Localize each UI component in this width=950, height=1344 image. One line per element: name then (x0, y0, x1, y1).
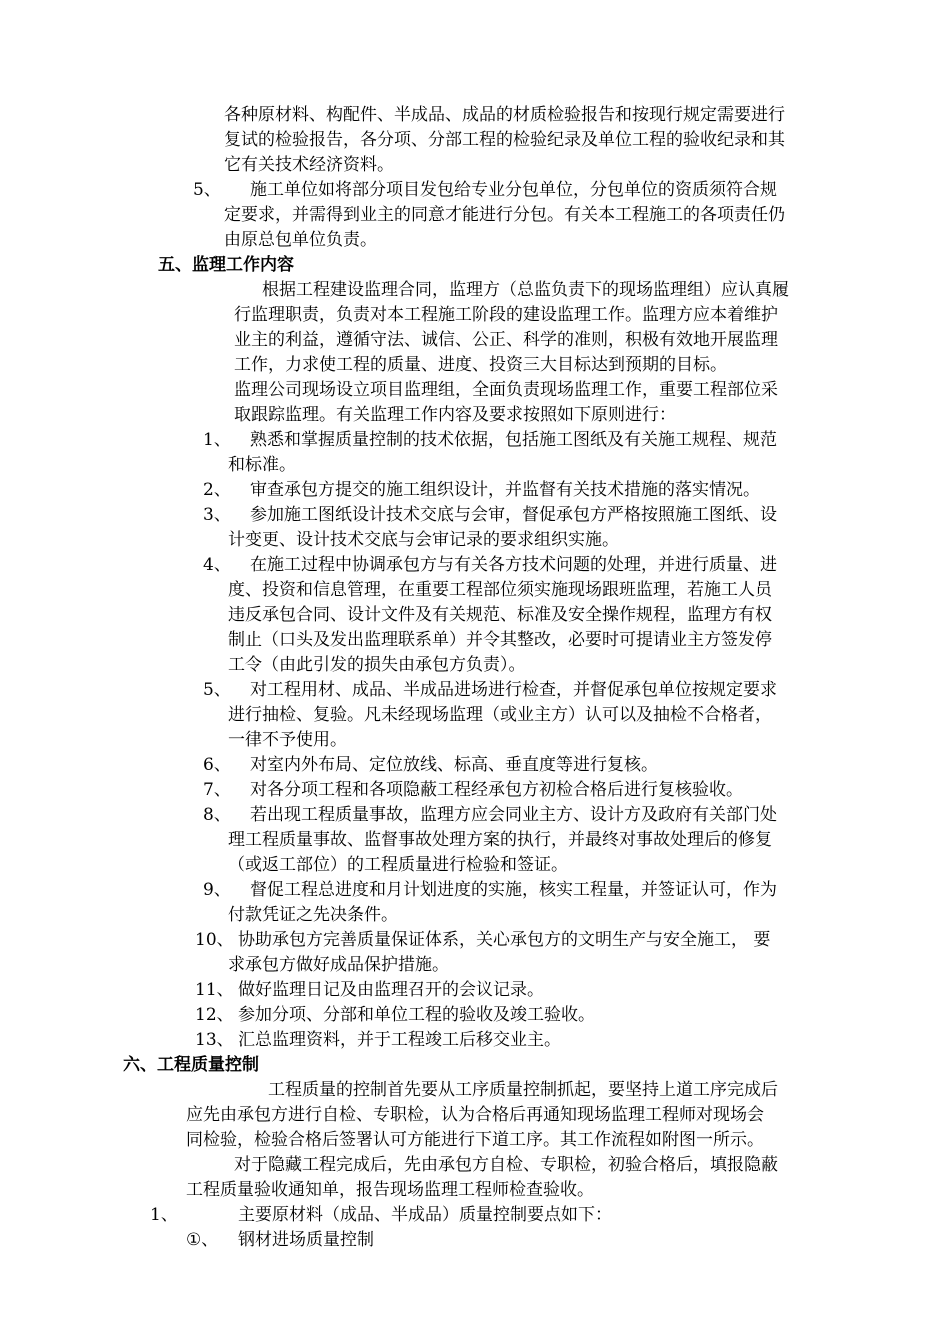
item-number: 13、 (195, 1030, 234, 1050)
paragraph-line: 各种原材料、构配件、半成品、成品的材质检验报告和按现行规定需要进行 (224, 105, 785, 125)
paragraph-line: 行监理职责，负责对本工程施工阶段的建设监理工作。监理方应本着维护 (234, 305, 778, 325)
paragraph-line: 工程质量的控制首先要从工序质量控制抓起，要坚持上道工序完成后 (268, 1080, 778, 1100)
item-line: 付款凭证之先决条件。 (228, 905, 398, 925)
item-line: 和标准。 (228, 455, 296, 475)
paragraph-line: 对于隐藏工程完成后，先由承包方自检、专职检，初验合格后，填报隐蔽 (234, 1155, 778, 1175)
item-line: （或返工部位）的工程质量进行检验和签证。 (228, 855, 568, 875)
item-line: 审查承包方提交的施工组织设计，并监督有关技术措施的落实情况。 (250, 480, 760, 500)
paragraph-line: 复试的检验报告，各分项、分部工程的检验纪录及单位工程的验收纪录和其 (224, 130, 785, 150)
item-line: 熟悉和掌握质量控制的技术依据，包括施工图纸及有关施工规程、规范 (250, 430, 777, 450)
subitem-text: 钢材进场质量控制 (238, 1230, 374, 1250)
item-line: 理工程质量事故、监督事故处理方案的执行，并最终对事故处理后的修复 (228, 830, 772, 850)
item-number: 12、 (195, 1005, 234, 1025)
item-line: 参加分项、分部和单位工程的验收及竣工验收。 (238, 1005, 595, 1025)
paragraph-line: 业主的利益，遵循守法、诚信、公正、科学的准则，积极有效地开展监理 (234, 330, 778, 350)
item-line: 若出现工程质量事故，监理方应会同业主方、设计方及政府有关部门处 (250, 805, 777, 825)
item-line: 求承包方做好成品保护措施。 (228, 955, 449, 975)
paragraph-line: 它有关技术经济资料。 (224, 155, 394, 175)
item-number: 1、 (203, 430, 231, 450)
item-line: 定要求，并需得到业主的同意才能进行分包。有关本工程施工的各项责任仍 (224, 205, 785, 225)
item-line: 计变更、设计技术交底与会审记录的要求组织实施。 (228, 530, 619, 550)
item-line: 度、投资和信息管理，在重要工程部位须实施现场跟班监理，若施工人员 (228, 580, 772, 600)
item-line: 对各分项工程和各项隐蔽工程经承包方初检合格后进行复核验收。 (250, 780, 743, 800)
item-line: 做好监理日记及由监理召开的会议记录。 (238, 980, 544, 1000)
item-number: 9、 (203, 880, 231, 900)
item-line: 违反承包合同、设计文件及有关规范、标准及安全操作规程，监理方有权 (228, 605, 772, 625)
item-line: 汇总监理资料，并于工程竣工后移交业主。 (238, 1030, 561, 1050)
paragraph-line: 监理公司现场设立项目监理组，全面负责现场监理工作，重要工程部位采 (234, 380, 778, 400)
paragraph-line: 同检验，检验合格后签署认可方能进行下道工序。其工作流程如附图一所示。 (186, 1130, 764, 1150)
paragraph-line: 工作，力求使工程的质量、进度、投资三大目标达到预期的目标。 (234, 355, 727, 375)
item-number: 7、 (203, 780, 231, 800)
paragraph-line: 根据工程建设监理合同，监理方（总监负责下的现场监理组）应认真履 (262, 280, 789, 300)
subitem-number: 1、 (150, 1205, 178, 1225)
item-number: 11、 (195, 980, 234, 1000)
item-number: 10、 (195, 930, 234, 950)
paragraph-line: 取跟踪监理。有关监理工作内容及要求按照如下原则进行： (234, 405, 676, 425)
item-line: 进行抽检、复验。凡未经现场监理（或业主方）认可以及抽检不合格者， (228, 705, 772, 725)
item-line: 对室内外布局、定位放线、标高、垂直度等进行复核。 (250, 755, 658, 775)
paragraph-line: 工程质量验收通知单，报告现场监理工程师检查验收。 (186, 1180, 594, 1200)
paragraph-line: 应先由承包方进行自检、专职检，认为合格后再通知现场监理工程师对现场会 (186, 1105, 764, 1125)
item-number: 6、 (203, 755, 231, 775)
item-line: 一律不予使用。 (228, 730, 347, 750)
item-number: 5、 (193, 180, 221, 200)
item-number: 3、 (203, 505, 231, 525)
item-line: 施工单位如将部分项目发包给专业分包单位，分包单位的资质须符合规 (250, 180, 777, 200)
item-number: 8、 (203, 805, 231, 825)
item-line: 制止（口头及发出监理联系单）并令其整改，必要时可提请业主方签发停 (228, 630, 772, 650)
item-line: 工令（由此引发的损失由承包方负责）。 (228, 655, 526, 675)
item-number: 4、 (203, 555, 231, 575)
item-line: 由原总包单位负责。 (224, 230, 377, 250)
section-heading: 五、监理工作内容 (158, 255, 294, 275)
subitem-number: ①、 (186, 1230, 219, 1250)
item-line: 在施工过程中协调承包方与有关各方技术问题的处理，并进行质量、进 (250, 555, 777, 575)
item-number: 5、 (203, 680, 231, 700)
item-line: 督促工程总进度和月计划进度的实施，核实工程量，并签证认可，作为 (250, 880, 777, 900)
item-number: 2、 (203, 480, 231, 500)
section-heading: 六、工程质量控制 (123, 1055, 259, 1075)
subitem-text: 主要原材料（成品、半成品）质量控制要点如下： (238, 1205, 612, 1225)
item-line: 协助承包方完善质量保证体系，关心承包方的文明生产与安全施工， 要 (238, 930, 771, 950)
item-line: 参加施工图纸设计技术交底与会审，督促承包方严格按照施工图纸、设 (250, 505, 777, 525)
item-line: 对工程用材、成品、半成品进场进行检查，并督促承包单位按规定要求 (250, 680, 777, 700)
